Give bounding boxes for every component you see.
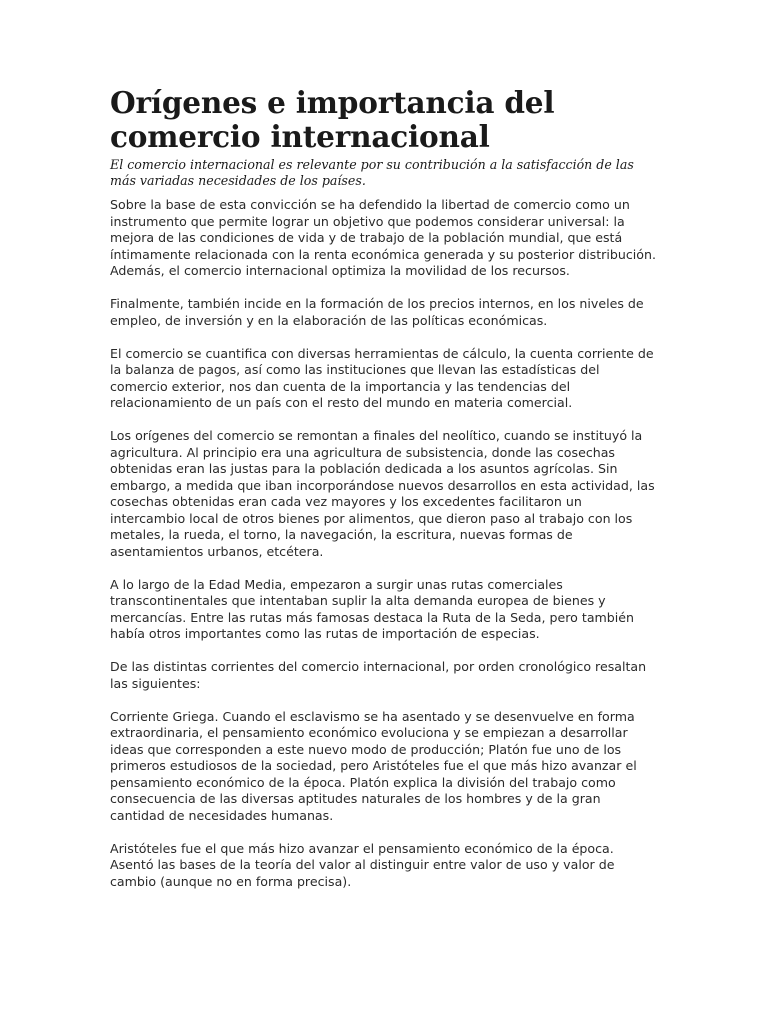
- document-page: [110, 86, 658, 907]
- article-title: Orígenes e importancia del comercio internacional: [110, 85, 555, 154]
- paragraph: El comercio se cuantifica con diversas herramientas de cálculo, la cuenta corriente de la balanza de pagos, así como las instituciones que llevan las estadísticas del comercio exterior, nos dan cuenta de la importancia y las tendencias del relacionamiento de un país con el resto del mundo en materia comercial.: [110, 345, 654, 410]
- paragraph: A lo largo de la Edad Media, empezaron a surgir unas rutas comerciales transcontinentales que intentaban suplir la alta demanda europea de bienes y mercancías. Entre las rutas más famosas destaca la Ruta de la Seda, pero también había otros importantes como las rutas de importación de especias.: [110, 576, 635, 641]
- paragraph: De las distintas corrientes del comercio internacional, por orden cronológico resaltan las siguientes:: [110, 659, 647, 691]
- paragraph: Los orígenes del comercio se remontan a finales del neolítico, cuando se instituyó la agricultura. Al principio era una agricultura de subsistencia, donde las cosechas obtenidas eran las justas para la población dedicada a los asuntos agrícolas. Sin embargo, a medida que iban incorporándose nuevos desarrollos en esta actividad, las cosechas obtenidas eran cada vez mayores y los excedentes facilitaron un intercambio local de otros bienes por alimentos, que dieron paso al trabajo con los metales, la rueda, el torno, la navegación, la escritura, nuevas formas de asentamientos urbanos, etcétera.: [110, 428, 655, 559]
- paragraph: Corriente Griega. Cuando el esclavismo se ha asentado y se desenvuelve en forma extraordinaria, el pensamiento económico evoluciona y se empiezan a desarrollar ideas que corresponden a este nuevo modo de producción; Platón fue uno de los primeros estudiosos de la sociedad, pero Aristóteles fue el que más hizo avanzar el pensamiento económico de la época. Platón explica la división del trabajo como consecuencia de las diversas aptitudes naturales de los hombres y de la gran cantidad de necesidades humanas.: [110, 708, 637, 823]
- paragraph: Sobre la base de esta convicción se ha defendido la libertad de comercio como un instrumento que permite lograr un objetivo que podemos considerar universal: la mejora de las condiciones de vida y de trabajo de la población mundial, que está íntimamente relacionada con la renta económica generada y su posterior distribución. Además, el comercio internacional optimiza la movilidad de los recursos.: [110, 197, 656, 278]
- paragraph: Aristóteles fue el que más hizo avanzar el pensamiento económico de la época. Asentó las bases de la teoría del valor al distinguir entre valor de uso y valor de cambio (aunque no en forma precisa).: [110, 840, 615, 889]
- paragraph: Finalmente, también incide en la formación de los precios internos, en los niveles de empleo, de inversión y en la elaboración de las políticas económicas.: [110, 296, 644, 328]
- article-subtitle: El comercio internacional es relevante por su contribución a la satisfacción de las más variadas necesidades de los países.: [110, 157, 634, 188]
- article-body: [110, 197, 658, 890]
